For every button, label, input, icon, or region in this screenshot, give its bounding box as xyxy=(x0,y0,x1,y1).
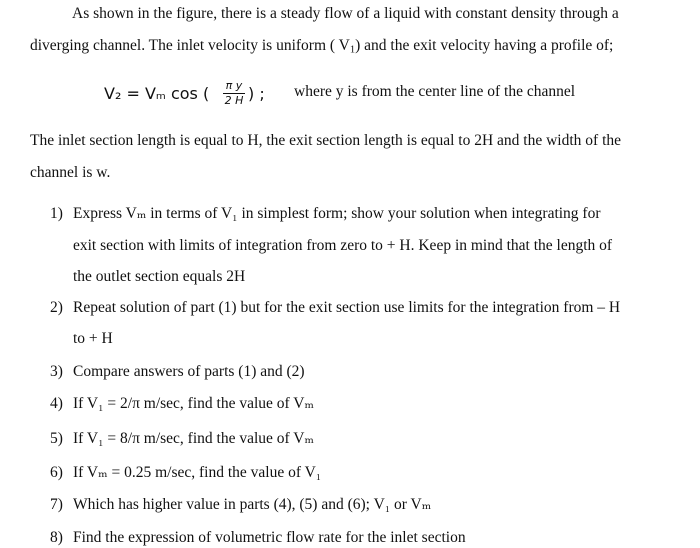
question-4-line-1: If V₁ = 2/π m/sec, find the value of Vₘ xyxy=(73,395,314,412)
question-1-line-2: exit section with limits of integration from zero to + H. Keep in mind that the length of xyxy=(73,237,613,254)
question-8-line-1: Find the expression of volumetric flow rate for the inlet section xyxy=(73,529,466,546)
equation-lhs: V₂ = Vₘ cos ( xyxy=(104,84,210,103)
equation-numerator: π y xyxy=(225,79,243,92)
intro-line-2-a: diverging channel. The inlet velocity is uniform ( V xyxy=(30,37,350,54)
para2-line-2: channel is w. xyxy=(30,164,111,181)
question-3-line-1: Compare answers of parts (1) and (2) xyxy=(73,363,305,380)
question-8-number: 8) xyxy=(50,529,63,546)
question-2-line-2: to + H xyxy=(73,330,113,347)
question-5-line-1: If V₁ = 8/π m/sec, find the value of Vₘ xyxy=(73,430,314,447)
equation-where-note: where y is from the center line of the channel xyxy=(294,83,576,100)
para2-line-1: The inlet section length is equal to H, the exit section length is equal to 2H and the width of the xyxy=(30,132,622,149)
intro-line-2 xyxy=(30,36,613,56)
question-2-number: 2) xyxy=(50,299,63,316)
intro-line-2-sub: 1 xyxy=(349,44,356,56)
intro-line-2-b: ) and the exit velocity having a profile of; xyxy=(355,37,614,54)
question-1-line-1: Express Vₘ in terms of V₁ in simplest form; show your solution when integrating for xyxy=(73,205,601,222)
question-2-line-1: Repeat solution of part (1) but for the exit section use limits for the integration from – H xyxy=(73,299,621,316)
question-1-number: 1) xyxy=(50,205,63,222)
question-4-number: 4) xyxy=(50,395,63,412)
question-5-number: 5) xyxy=(50,430,63,447)
equation-denominator: 2 H xyxy=(224,94,244,107)
equation-fraction xyxy=(223,80,245,107)
question-6-line-1: If Vₘ = 0.25 m/sec, find the value of V₁ xyxy=(73,464,322,481)
equation-close: ) ; xyxy=(248,84,265,103)
question-7-number: 7) xyxy=(50,496,63,513)
question-6-number: 6) xyxy=(50,464,63,481)
question-1-line-3: the outlet section equals 2H xyxy=(73,268,246,285)
intro-line-1: As shown in the figure, there is a steady flow of a liquid with constant density through a xyxy=(72,5,619,22)
question-3-number: 3) xyxy=(50,363,63,380)
question-7-line-1: Which has higher value in parts (4), (5) and (6); V₁ or Vₘ xyxy=(73,496,432,513)
